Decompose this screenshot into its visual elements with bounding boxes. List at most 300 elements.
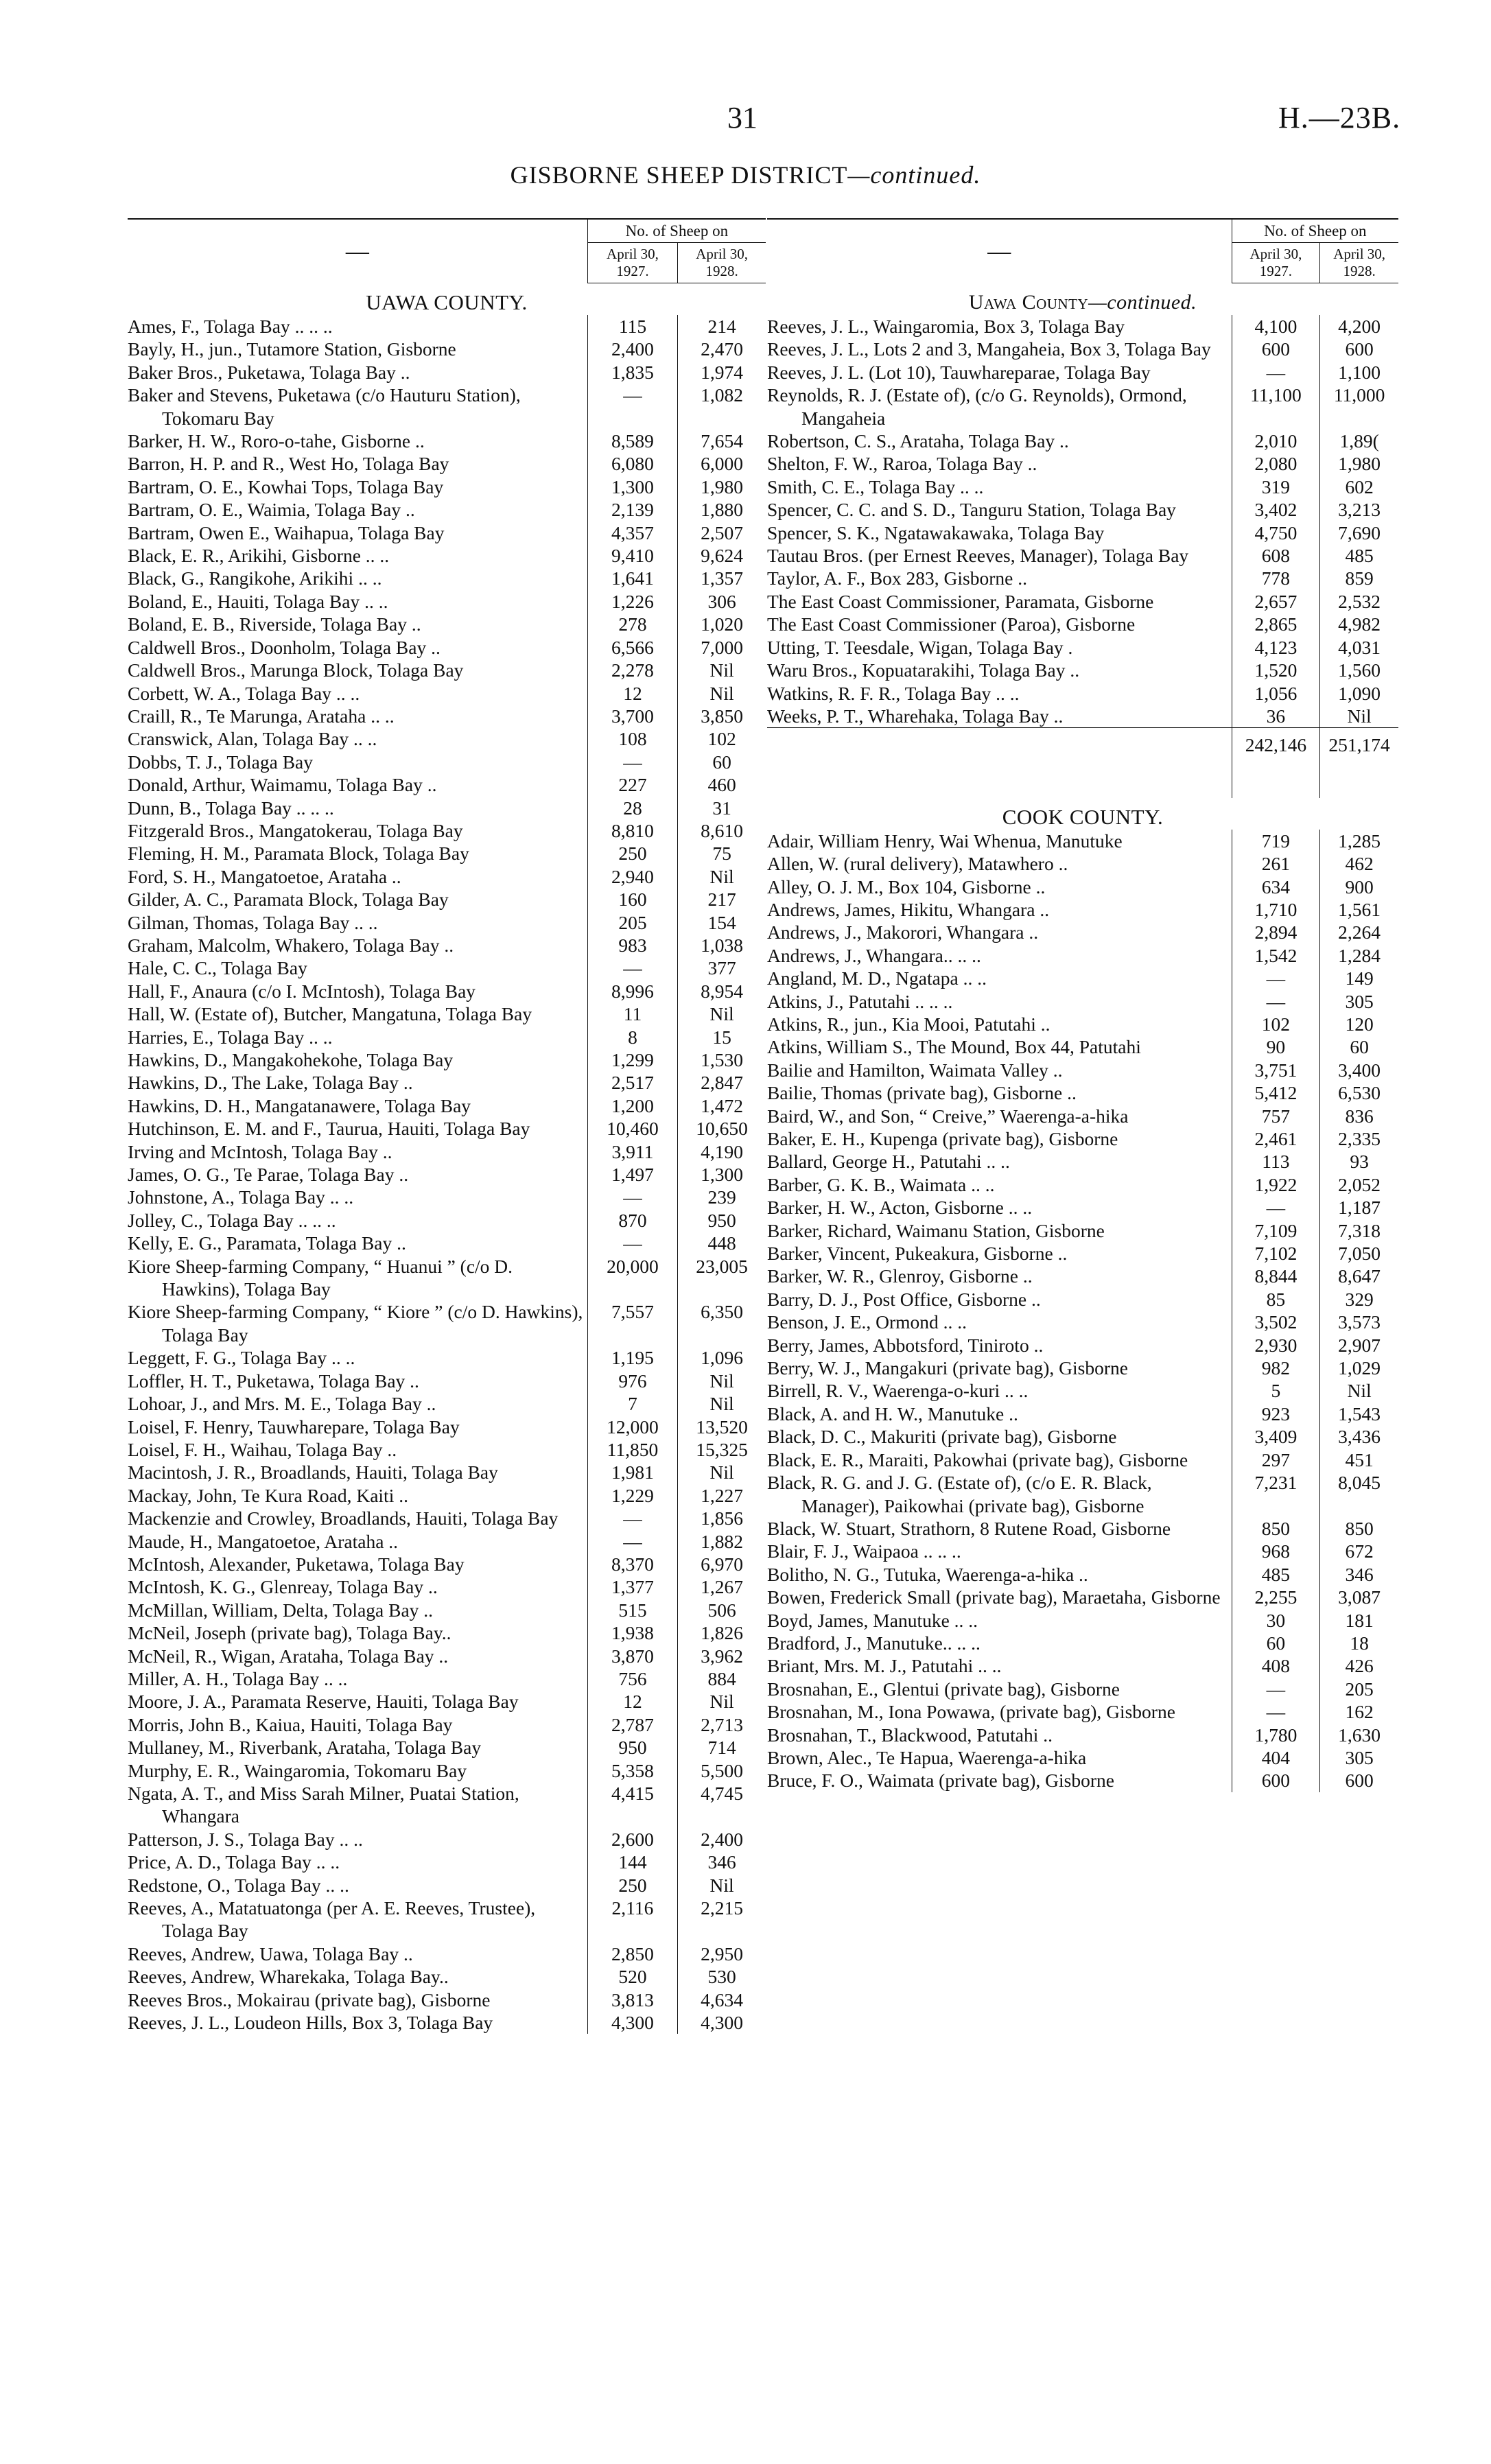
section-row	[767, 798, 1398, 830]
owner-name: Robertson, C. S., Arataha, Tolaga Bay ..	[767, 430, 1232, 452]
owner-name: Dunn, B., Tolaga Bay .. .. ..	[128, 797, 587, 819]
owner-name: Watkins, R. F. R., Tolaga Bay .. ..	[767, 682, 1232, 705]
sheep-count-1928: 154	[707, 911, 736, 933]
spacer-cell	[767, 757, 1232, 798]
table-row	[128, 1828, 766, 1851]
table-row	[128, 1370, 766, 1392]
owner-name: Ngata, A. T., and Miss Sarah Milner, Puatai Station, Whangara	[128, 1782, 587, 1828]
sheep-count-1927: 297	[1232, 1448, 1320, 1471]
owner-name: Hutchinson, E. M. and F., Taurua, Hauiti, Tolaga Bay	[128, 1117, 587, 1140]
owner-name: Hawkins, D., Mangakohekohe, Tolaga Bay	[128, 1048, 587, 1071]
table-row	[767, 521, 1398, 544]
year-1928-header: April 30, 1928.	[678, 243, 766, 283]
owner-name: Waru Bros., Kopuatarakihi, Tolaga Bay ..	[767, 659, 1232, 681]
sheep-count-1927: 408	[1232, 1654, 1320, 1677]
sheep-count-1927: 85	[1232, 1288, 1320, 1311]
owner-name: Loisel, F. H., Waihau, Tolaga Bay ..	[128, 1438, 587, 1461]
spacer-cell	[1320, 757, 1398, 798]
sheep-count-1927: 20,000	[587, 1255, 677, 1301]
table-row	[128, 705, 766, 727]
right-table-header	[767, 219, 1398, 283]
table-row	[128, 1416, 766, 1438]
table-row	[767, 1127, 1398, 1150]
table-row	[128, 934, 766, 957]
owner-name: Moore, J. A., Paramata Reserve, Hauiti, Tolaga Bay	[128, 1690, 587, 1713]
table-row	[767, 1219, 1398, 1242]
table-row	[128, 1736, 766, 1759]
owner-name: Bailie, Thomas (private bag), Gisborne ..	[767, 1081, 1232, 1104]
sheep-count-1927: 250	[587, 842, 677, 865]
table-row	[128, 1186, 766, 1208]
sheep-count-1927: 28	[587, 797, 677, 819]
sheep-count-1927: 12	[587, 682, 677, 705]
sheep-count-1927: 1,520	[1232, 659, 1320, 681]
table-row	[767, 1586, 1398, 1608]
sheep-count-1927: 5	[1232, 1379, 1320, 1402]
sheep-count-1927: 4,100	[1232, 315, 1320, 338]
sheep-count-1927: 1,377	[587, 1575, 677, 1598]
sheep-count-1928: 7,654	[701, 430, 744, 452]
table-row	[767, 1105, 1398, 1127]
table-row	[128, 452, 766, 475]
owner-name: Black, R. G. and J. G. (Estate of), (c/o E. R. Black, Manager), Paikowhai (private bag), Gisborne	[767, 1471, 1232, 1517]
year-1927-header: April 30, 1927.	[1232, 243, 1320, 283]
sheep-count-1928: Nil	[709, 1462, 734, 1483]
sheep-count-1927: 319	[1232, 476, 1320, 498]
table-row	[128, 1484, 766, 1507]
sheep-count-1927: 3,700	[587, 705, 677, 727]
table-row	[128, 1346, 766, 1369]
owner-name: Graham, Malcolm, Whakero, Tolaga Bay ..	[128, 934, 587, 957]
sheep-count-1927: 3,409	[1232, 1425, 1320, 1448]
owner-name: Bartram, O. E., Waimia, Tolaga Bay ..	[128, 498, 587, 521]
sheep-count-1927: 404	[1232, 1746, 1320, 1769]
sheep-count-1927: 102	[1232, 1013, 1320, 1035]
owner-name: Atkins, R., jun., Kia Mooi, Patutahi ..	[767, 1013, 1232, 1035]
table-row	[128, 1621, 766, 1644]
sheep-count-1928: 60	[1350, 1036, 1369, 1058]
table-row	[128, 980, 766, 1002]
owner-name: Black, G., Rangikohe, Arikihi .. ..	[128, 567, 587, 589]
owner-name: Birrell, R. V., Waerenga-o-kuri .. ..	[767, 1379, 1232, 1402]
sheep-count-1928: 462	[1345, 853, 1374, 875]
sheep-count-1928: 1,880	[701, 499, 744, 521]
table-row	[128, 911, 766, 934]
sheep-count-1928: 120	[1345, 1013, 1374, 1035]
owner-name: Corbett, W. A., Tolaga Bay .. ..	[128, 682, 587, 705]
section-heading-uawa: UAWA COUNTY.	[366, 290, 528, 314]
table-row	[128, 476, 766, 498]
owner-name: Hale, C. C., Tolaga Bay	[128, 957, 587, 979]
document-code: H.—23B.	[1278, 101, 1401, 134]
year-1927-header: April 30, 1927.	[587, 243, 677, 283]
sheep-count-1928: 1,974	[701, 361, 744, 383]
owner-name: Benson, J. E., Ormond .. ..	[767, 1311, 1232, 1333]
owner-name: Reynolds, R. J. (Estate of), (c/o G. Reynolds), Ormond, Mangaheia	[767, 384, 1232, 430]
owner-name: Patterson, J. S., Tolaga Bay .. ..	[128, 1828, 587, 1851]
sheep-count-1927: 1,226	[587, 590, 677, 613]
sheep-count-1927: 3,502	[1232, 1311, 1320, 1333]
owner-name: Gilder, A. C., Paramata Block, Tolaga Bay	[128, 888, 587, 911]
sheep-count-1928: 7,318	[1338, 1219, 1381, 1241]
sheep-count-1928: 1,082	[701, 384, 744, 406]
sheep-count-1927: 778	[1232, 567, 1320, 589]
owner-name: Reeves, Andrew, Uawa, Tolaga Bay ..	[128, 1943, 587, 1965]
sheep-count-1927: 261	[1232, 852, 1320, 875]
sheep-count-1927: 1,710	[1232, 898, 1320, 921]
sheep-count-1927: —	[1232, 967, 1320, 989]
owner-name: Kiore Sheep-farming Company, “ Kiore ” (c/o D. Hawkins), Tolaga Bay	[128, 1300, 587, 1346]
sheep-count-1927: 8,370	[587, 1553, 677, 1575]
sheep-count-1927: 757	[1232, 1105, 1320, 1127]
sheep-count-1928: 217	[707, 889, 736, 911]
sheep-count-1928: 448	[707, 1232, 736, 1254]
sheep-count-1927: 634	[1232, 876, 1320, 898]
sheep-count-1927: 515	[587, 1599, 677, 1621]
page-number: 31	[727, 101, 758, 134]
sheep-count-1928: Nil	[709, 659, 734, 681]
sheep-count-1927: 3,813	[587, 1988, 677, 2011]
sheep-count-1927: 5,358	[587, 1759, 677, 1782]
owner-name: Maude, H., Mangatoetoe, Arataha ..	[128, 1530, 587, 1553]
owner-name: Briant, Mrs. M. J., Patutahi .. ..	[767, 1654, 1232, 1677]
page-title-suffix: —continued.	[847, 161, 981, 189]
page-title	[0, 161, 1491, 189]
sheep-count-group-header: No. of Sheep on	[1232, 219, 1398, 243]
table-row	[767, 1678, 1398, 1700]
owner-name: Baker and Stevens, Puketawa (c/o Hauturu Station), Tokomaru Bay	[128, 384, 587, 430]
owner-name: Smith, C. E., Tolaga Bay .. ..	[767, 476, 1232, 498]
owner-name: Atkins, J., Patutahi .. .. ..	[767, 990, 1232, 1013]
owner-name: Boyd, James, Manutuke .. ..	[767, 1609, 1232, 1632]
sheep-count-1928: 8,954	[701, 980, 744, 1002]
table-row	[767, 1173, 1398, 1196]
sheep-count-1927: 8,844	[1232, 1265, 1320, 1287]
sheep-count-1928: 181	[1345, 1609, 1374, 1631]
sheep-count-1927: 4,750	[1232, 521, 1320, 544]
sheep-count-1927: 2,461	[1232, 1127, 1320, 1150]
owner-name: Harries, E., Tolaga Bay .. ..	[128, 1026, 587, 1048]
sheep-count-1928: 305	[1345, 1746, 1374, 1768]
sheep-count-1928: 6,530	[1338, 1082, 1381, 1104]
owner-name: Mackenzie and Crowley, Broadlands, Hauiti, Tolaga Bay	[128, 1507, 587, 1529]
owner-name: The East Coast Commissioner, Paramata, Gisborne	[767, 590, 1232, 613]
sheep-count-1927: 1,641	[587, 567, 677, 589]
sheep-count-1928: 9,624	[701, 545, 744, 567]
table-row	[767, 315, 1398, 338]
table-row	[767, 1035, 1398, 1058]
section-row	[128, 283, 766, 316]
table-row	[767, 830, 1398, 852]
section-heading-text: Uawa County	[968, 291, 1089, 314]
sheep-count-1927: 3,870	[587, 1645, 677, 1667]
sheep-count-1927: 7	[587, 1392, 677, 1415]
sheep-count-1928: 6,000	[701, 453, 744, 475]
sheep-count-1927: —	[1232, 1700, 1320, 1723]
owner-name: Barber, G. K. B., Waimata .. ..	[767, 1173, 1232, 1196]
sheep-count-1928: 2,335	[1338, 1128, 1381, 1149]
sheep-count-1928: 600	[1345, 338, 1374, 360]
owner-name: Barker, H. W., Roro-o-tahe, Gisborne ..	[128, 430, 587, 452]
sheep-count-1927: 4,415	[587, 1782, 677, 1828]
sheep-count-1928: 11,000	[1333, 384, 1385, 406]
sheep-count-1927: 36	[1232, 705, 1320, 728]
sheep-count-1928: 305	[1345, 990, 1374, 1012]
sheep-count-1927: 278	[587, 613, 677, 635]
sheep-count-1928: Nil	[709, 1003, 734, 1025]
sheep-count-1928: 2,470	[701, 338, 744, 360]
table-row	[767, 1563, 1398, 1586]
table-row	[128, 1851, 766, 1873]
table-row	[767, 1334, 1398, 1357]
section-row	[767, 283, 1398, 316]
owner-name: Irving and McIntosh, Tolaga Bay ..	[128, 1140, 587, 1163]
owner-name: Barker, Richard, Waimanu Station, Gisborne	[767, 1219, 1232, 1242]
sheep-count-1928: 1,980	[701, 476, 744, 497]
owner-name: Barry, D. J., Post Office, Gisborne ..	[767, 1288, 1232, 1311]
table-row	[128, 338, 766, 360]
sheep-count-1928: 239	[707, 1186, 736, 1208]
owner-name: Reeves, J. L., Lots 2 and 3, Mangaheia, Box 3, Tolaga Bay	[767, 338, 1232, 360]
table-row	[128, 1645, 766, 1667]
owner-name: Black, E. R., Arikihi, Gisborne .. ..	[128, 544, 587, 567]
sheep-count-1927: 12,000	[587, 1416, 677, 1438]
table-row	[767, 990, 1398, 1013]
table-row	[767, 921, 1398, 943]
sheep-count-1928: 4,190	[701, 1140, 744, 1162]
sheep-count-1927: 2,600	[587, 1828, 677, 1851]
owner-name: Spencer, S. K., Ngatawakawaka, Tolaga Bay	[767, 521, 1232, 544]
sheep-count-1927: 1,780	[1232, 1724, 1320, 1746]
sheep-count-1928: 2,052	[1338, 1173, 1381, 1195]
sheep-count-1927: 1,195	[587, 1346, 677, 1369]
table-row	[128, 1897, 766, 1943]
table-row	[767, 1403, 1398, 1425]
table-row	[767, 682, 1398, 705]
owner-name: Barker, W. R., Glenroy, Gisborne ..	[767, 1265, 1232, 1287]
sheep-count-1928: 3,213	[1338, 499, 1381, 521]
table-row	[128, 1140, 766, 1163]
sheep-count-1927: 1,056	[1232, 682, 1320, 705]
table-row	[128, 1507, 766, 1529]
section-heading-cook: COOK COUNTY.	[1002, 804, 1164, 829]
total-1928: 251,174	[1320, 728, 1398, 757]
owner-name: Ford, S. H., Mangatoetoe, Arataha ..	[128, 865, 587, 888]
sheep-count-1928: 205	[1345, 1678, 1374, 1700]
table-row	[128, 1255, 766, 1301]
page-title-text: GISBORNE SHEEP DISTRICT	[510, 161, 848, 189]
owner-name: Brosnahan, M., Iona Powawa, (private bag), Gisborne	[767, 1700, 1232, 1723]
owner-name: Reeves, J. L. (Lot 10), Tauwhareparae, Tolaga Bay	[767, 361, 1232, 384]
sheep-count-1928: 306	[707, 590, 736, 612]
sheep-count-1928: 1,038	[701, 934, 744, 956]
sheep-count-1928: 506	[707, 1599, 736, 1621]
sheep-count-1928: 23,005	[696, 1255, 748, 1277]
sheep-count-1927: 2,657	[1232, 590, 1320, 613]
sheep-count-1927: 4,357	[587, 521, 677, 544]
table-row	[767, 967, 1398, 989]
sheep-count-1927: 520	[587, 1965, 677, 1988]
sheep-count-1927: 10,460	[587, 1117, 677, 1140]
owner-name: Leggett, F. G., Tolaga Bay .. ..	[128, 1346, 587, 1369]
sheep-count-1928: 1,882	[701, 1530, 744, 1552]
owner-name: Barron, H. P. and R., West Ho, Tolaga Bay	[128, 452, 587, 475]
sheep-count-1928: 530	[707, 1966, 736, 1988]
sheep-count-1927: 115	[587, 315, 677, 338]
sheep-count-1927: 1,542	[1232, 944, 1320, 967]
sheep-count-1927: 1,497	[587, 1163, 677, 1186]
table-row	[767, 476, 1398, 498]
owner-name: Dobbs, T. J., Tolaga Bay	[128, 751, 587, 773]
owner-name: Brosnahan, T., Blackwood, Patutahi ..	[767, 1724, 1232, 1746]
sheep-count-1928: 850	[1345, 1517, 1374, 1539]
table-row	[128, 1667, 766, 1690]
owner-column-header: —	[128, 219, 587, 283]
table-row	[767, 898, 1398, 921]
owner-name: Boland, E. B., Riverside, Tolaga Bay ..	[128, 613, 587, 635]
owner-name: Price, A. D., Tolaga Bay .. ..	[128, 1851, 587, 1873]
sheep-count-1928: 2,507	[701, 521, 744, 543]
sheep-count-1927: 11,850	[587, 1438, 677, 1461]
owner-name: Utting, T. Teesdale, Wigan, Tolaga Bay .	[767, 636, 1232, 659]
sheep-count-1928: 859	[1345, 567, 1374, 589]
owner-name: Alley, O. J. M., Box 104, Gisborne ..	[767, 876, 1232, 898]
sheep-count-1927: 976	[587, 1370, 677, 1392]
table-row	[128, 1026, 766, 1048]
sheep-count-1928: 1,284	[1338, 944, 1381, 966]
owner-name: Fleming, H. M., Paramata Block, Tolaga Bay	[128, 842, 587, 865]
sheep-count-1928: Nil	[709, 1393, 734, 1415]
sheep-count-1928: 7,690	[1338, 521, 1381, 543]
owner-name: Black, A. and H. W., Manutuke ..	[767, 1403, 1232, 1425]
sheep-count-1928: 2,907	[1338, 1334, 1381, 1356]
sheep-count-1928: 1,856	[701, 1507, 744, 1529]
sheep-count-1928: 4,982	[1338, 613, 1381, 635]
sheep-count-1927: 144	[587, 1851, 677, 1873]
year-1928-header: April 30, 1928.	[1320, 243, 1398, 283]
table-row	[128, 1575, 766, 1598]
sheep-count-1928: 377	[707, 957, 736, 979]
owner-name: Boland, E., Hauiti, Tolaga Bay .. ..	[128, 590, 587, 613]
table-row	[128, 2011, 766, 2034]
table-row	[128, 1002, 766, 1025]
table-row	[767, 1540, 1398, 1562]
owner-name: Bolitho, N. G., Tutuka, Waerenga-a-hika ..	[767, 1563, 1232, 1586]
owner-name: Reeves, A., Matatuatonga (per A. E. Reeves, Trustee), Tolaga Bay	[128, 1897, 587, 1943]
sheep-count-1927: 6,080	[587, 452, 677, 475]
owner-name: James, O. G., Te Parae, Tolaga Bay ..	[128, 1163, 587, 1186]
sheep-count-1928: 149	[1345, 967, 1374, 989]
table-row	[767, 1746, 1398, 1769]
sheep-count-1928: 1,020	[701, 613, 744, 635]
sheep-count-1927: —	[587, 384, 677, 430]
sheep-count-1928: Nil	[1347, 1380, 1372, 1402]
sheep-count-1928: 4,634	[701, 1988, 744, 2010]
sheep-count-1928: 4,745	[701, 1783, 744, 1804]
owner-name: McMillan, William, Delta, Tolaga Bay ..	[128, 1599, 587, 1621]
table-row	[128, 1461, 766, 1483]
table-row	[767, 1517, 1398, 1540]
right-table-body-cook	[767, 830, 1398, 1792]
owner-name: Bartram, O. E., Kowhai Tops, Tolaga Bay	[128, 476, 587, 498]
sheep-count-1928: 3,850	[701, 705, 744, 727]
sheep-count-1928: 1,980	[1338, 453, 1381, 475]
section-heading-suffix: —continued.	[1088, 291, 1197, 314]
owner-name: McNeil, Joseph (private bag), Tolaga Bay..	[128, 1621, 587, 1644]
table-row	[128, 1300, 766, 1346]
sheep-count-1928: Nil	[1347, 705, 1372, 727]
table-row	[767, 1724, 1398, 1746]
sheep-count-1928: 451	[1345, 1448, 1374, 1470]
table-row	[128, 1713, 766, 1736]
table-row	[128, 1759, 766, 1782]
owner-name: The East Coast Commissioner (Paroa), Gisborne	[767, 613, 1232, 635]
table-row	[767, 1425, 1398, 1448]
table-row	[128, 1163, 766, 1186]
sheep-count-1927: 1,300	[587, 476, 677, 498]
sheep-count-1927: 11,100	[1232, 384, 1320, 430]
owner-name: Macintosh, J. R., Broadlands, Hauiti, Tolaga Bay	[128, 1461, 587, 1483]
table-row	[767, 613, 1398, 635]
owner-name: Baker Bros., Puketawa, Tolaga Bay ..	[128, 361, 587, 384]
sheep-count-1928: 1,096	[701, 1347, 744, 1369]
table-row	[767, 636, 1398, 659]
owner-name: Bailie and Hamilton, Waimata Valley ..	[767, 1059, 1232, 1081]
sheep-count-1928: 1,267	[701, 1576, 744, 1598]
sheep-count-1927: 2,278	[587, 659, 677, 681]
sheep-count-1927: 982	[1232, 1357, 1320, 1379]
right-table-body-uawa	[767, 283, 1398, 728]
table-row	[767, 944, 1398, 967]
owner-name: Ames, F., Tolaga Bay .. .. ..	[128, 315, 587, 338]
owner-name: Bayly, H., jun., Tutamore Station, Gisborne	[128, 338, 587, 360]
sheep-count-1928: 13,520	[696, 1416, 748, 1438]
sheep-count-1927: 2,080	[1232, 452, 1320, 475]
sheep-count-1928: 4,300	[701, 2012, 744, 2034]
owner-name: McNeil, R., Wigan, Arataha, Tolaga Bay ..	[128, 1645, 587, 1667]
sheep-count-1927: 2,850	[587, 1943, 677, 1965]
spacer-row	[767, 757, 1398, 798]
sheep-count-1928: 1,187	[1338, 1197, 1381, 1219]
sheep-count-1927: 1,835	[587, 361, 677, 384]
sheep-count-1928: 2,400	[701, 1828, 744, 1850]
sheep-count-1927: 2,139	[587, 498, 677, 521]
sheep-count-1927: —	[587, 751, 677, 773]
owner-name: Shelton, F. W., Raroa, Tolaga Bay ..	[767, 452, 1232, 475]
owner-name: Andrews, James, Hikitu, Whangara ..	[767, 898, 1232, 921]
owner-name: Spencer, C. C. and S. D., Tanguru Station, Tolaga Bay	[767, 498, 1232, 521]
table-row	[767, 567, 1398, 589]
sheep-count-1927: 250	[587, 1874, 677, 1897]
right-column	[767, 218, 1398, 1792]
sheep-count-1928: Nil	[709, 1874, 734, 1896]
sheep-count-1928: 1,090	[1338, 682, 1381, 704]
sheep-count-1927: 9,410	[587, 544, 677, 567]
sheep-count-1928: 460	[707, 774, 736, 796]
owner-name: Allen, W. (rural delivery), Matawhero ..	[767, 852, 1232, 875]
owner-name: Brosnahan, E., Glentui (private bag), Gisborne	[767, 1678, 1232, 1700]
owner-name: Hawkins, D. H., Mangatanawere, Tolaga Bay	[128, 1094, 587, 1117]
table-row	[767, 705, 1398, 728]
table-row	[128, 727, 766, 750]
table-row	[767, 1059, 1398, 1081]
table-row	[128, 842, 766, 865]
table-row	[767, 338, 1398, 360]
table-row	[767, 1609, 1398, 1632]
sheep-count-1927: 2,940	[587, 865, 677, 888]
table-row	[767, 1150, 1398, 1173]
right-table-totals	[767, 728, 1398, 830]
